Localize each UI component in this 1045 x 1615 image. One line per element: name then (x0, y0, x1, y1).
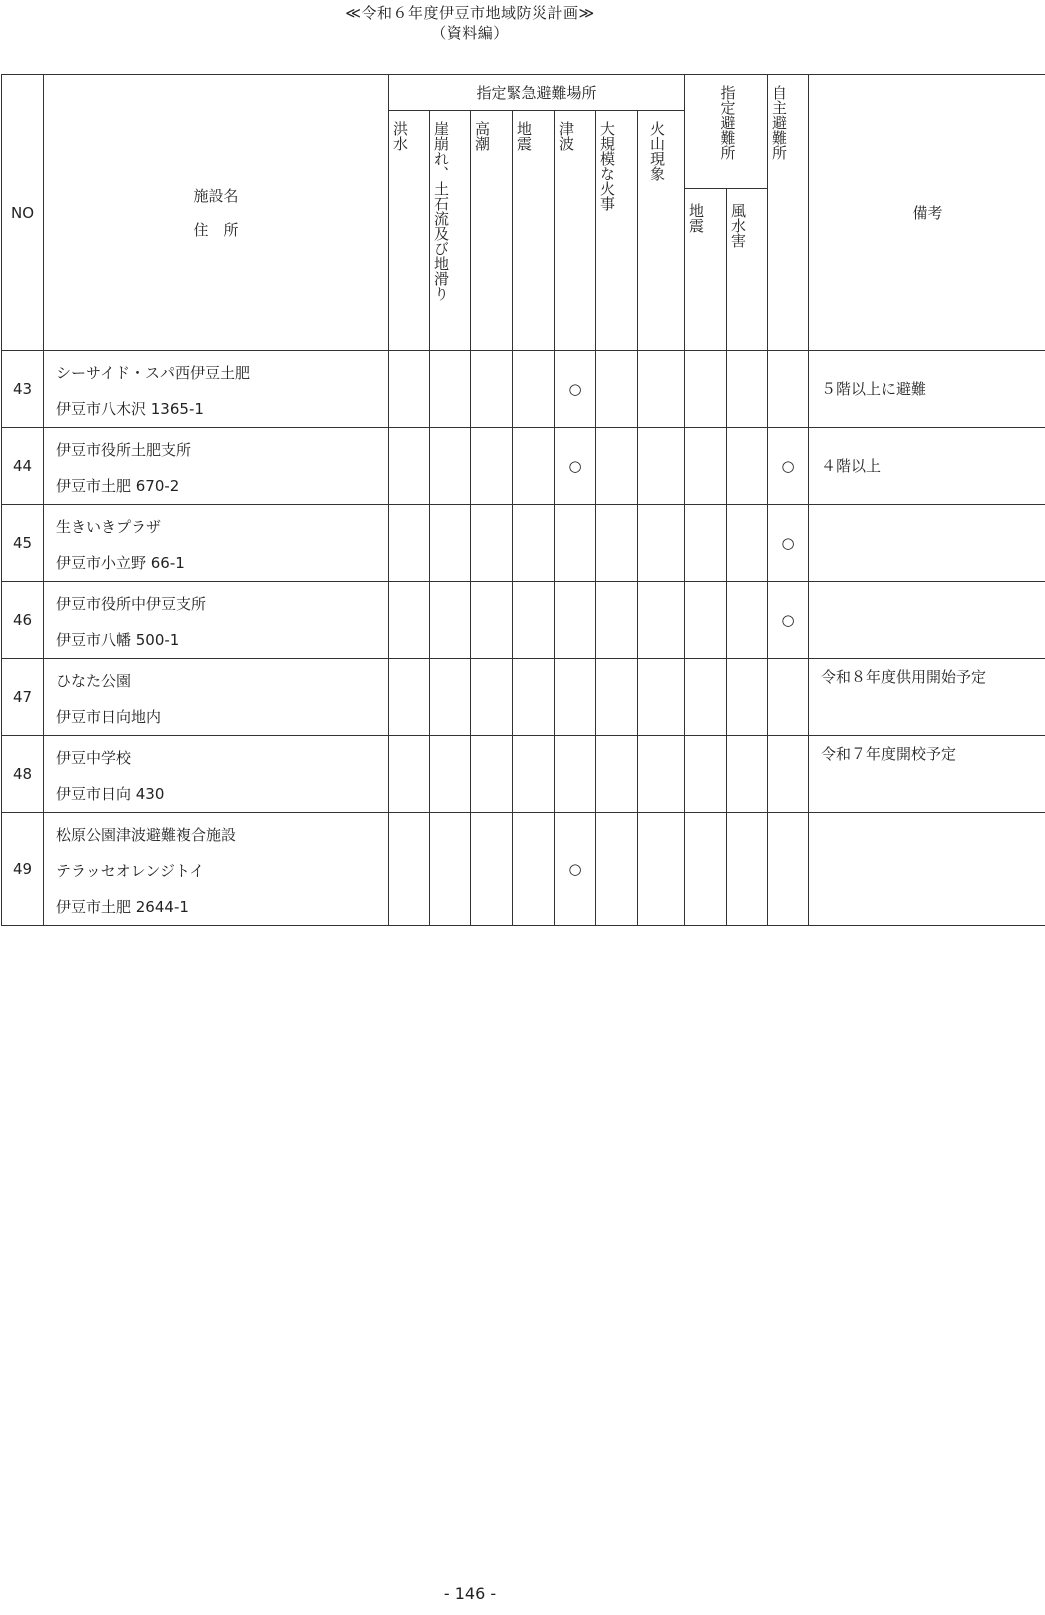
row-mark-cell (389, 505, 430, 582)
row-facility-name: テラッセオレンジトイ (56, 862, 205, 880)
row-mark-cell (638, 582, 685, 659)
circle-mark-icon: ○ (781, 534, 795, 552)
row-facility (44, 351, 389, 428)
page-number: - 146 - (443, 1584, 497, 1603)
row-mark-cell (768, 428, 809, 505)
header-remarks: 備考 (809, 75, 1045, 351)
row-mark-cell (555, 582, 596, 659)
row-no: 43 (2, 351, 44, 428)
row-facility-name: 生きいきプラザ (56, 518, 162, 536)
row-remarks: ４階以上 (809, 428, 1045, 505)
row-address: 伊豆市小立野 66-1 (56, 554, 185, 572)
row-mark-cell (471, 582, 513, 659)
row-remarks: ５階以上に避難 (809, 351, 1045, 428)
row-mark-cell (727, 582, 768, 659)
row-mark-cell (596, 659, 638, 736)
header-designated-0: 地震 (685, 189, 727, 351)
row-facility (44, 428, 389, 505)
header-no: NO (2, 75, 44, 351)
row-address: 伊豆市八幡 500-1 (56, 631, 180, 649)
row-address: 伊豆市土肥 670-2 (56, 477, 180, 495)
row-mark-cell (513, 505, 555, 582)
row-facility-name: 伊豆市役所土肥支所 (56, 441, 192, 459)
row-mark-cell (430, 813, 471, 926)
row-facility (44, 813, 389, 926)
document-title: ≪令和６年度伊豆市地域防災計画≫ (345, 4, 595, 22)
header-emergency-2: 高潮 (471, 111, 513, 351)
row-facility-name: 松原公園津波避難複合施設 (56, 826, 237, 844)
row-facility (44, 505, 389, 582)
row-address: 伊豆市日向 430 (56, 785, 165, 803)
row-mark-cell (596, 351, 638, 428)
row-mark-cell (685, 351, 727, 428)
row-remarks (809, 813, 1045, 926)
header-emergency-3: 地震 (513, 111, 555, 351)
row-facility-name: シーサイド・スパ西伊豆土肥 (56, 364, 250, 382)
row-mark-cell (430, 736, 471, 813)
row-mark-cell (555, 813, 596, 926)
header-emergency-group: 指定緊急避難場所 (389, 75, 685, 111)
row-address: 伊豆市土肥 2644-1 (56, 898, 189, 916)
row-mark-cell (471, 736, 513, 813)
row-facility-name: ひなた公園 (56, 672, 132, 690)
row-mark-cell (513, 736, 555, 813)
table-row (2, 428, 1045, 505)
row-facility-name: 伊豆中学校 (56, 749, 132, 767)
circle-mark-icon: ○ (781, 611, 795, 629)
row-mark-cell (596, 813, 638, 926)
row-no: 46 (2, 582, 44, 659)
header-emergency-5: 大規模な火事 (596, 111, 638, 351)
row-mark-cell (389, 659, 430, 736)
row-mark-cell (389, 736, 430, 813)
row-mark-cell (555, 428, 596, 505)
row-mark-cell (513, 351, 555, 428)
row-mark-cell (638, 736, 685, 813)
evacuation-sites-table (1, 74, 1045, 926)
row-mark-cell (596, 428, 638, 505)
row-mark-cell (389, 351, 430, 428)
row-mark-cell (685, 813, 727, 926)
row-mark-cell (555, 736, 596, 813)
header-designated-group-label: 指定避難所 (718, 85, 737, 160)
header-voluntary (768, 75, 809, 351)
row-mark-cell (596, 582, 638, 659)
circle-mark-icon: ○ (568, 457, 582, 475)
row-mark-cell (513, 813, 555, 926)
row-mark-cell (430, 582, 471, 659)
header-designated-1: 風水害 (727, 189, 768, 351)
row-mark-cell (596, 505, 638, 582)
row-mark-cell (555, 505, 596, 582)
row-mark-cell (430, 351, 471, 428)
table-row (2, 582, 1045, 659)
row-mark-cell (638, 505, 685, 582)
row-mark-cell (768, 813, 809, 926)
row-mark-cell (727, 351, 768, 428)
row-facility (44, 736, 389, 813)
row-mark-cell (513, 659, 555, 736)
header-emergency-1: 崖崩れ、土石流及び地滑り (430, 111, 471, 351)
row-mark-cell (727, 659, 768, 736)
row-facility (44, 659, 389, 736)
row-mark-cell (638, 813, 685, 926)
header-address: 住 所 (193, 220, 239, 239)
header-designated-group (685, 75, 768, 189)
header-facility (44, 75, 389, 351)
row-remarks (809, 505, 1045, 582)
row-mark-cell (471, 659, 513, 736)
row-mark-cell (513, 428, 555, 505)
row-mark-cell (638, 351, 685, 428)
circle-mark-icon: ○ (568, 860, 582, 878)
row-mark-cell (430, 505, 471, 582)
row-mark-cell (727, 428, 768, 505)
row-mark-cell (389, 582, 430, 659)
table-row (2, 505, 1045, 582)
row-remarks: 令和７年度開校予定 (809, 736, 1045, 813)
row-mark-cell (555, 351, 596, 428)
row-mark-cell (685, 582, 727, 659)
header-emergency-0: 洪水 (389, 111, 430, 351)
table-row (2, 813, 1045, 926)
row-mark-cell (596, 736, 638, 813)
row-mark-cell (768, 505, 809, 582)
header-voluntary-label: 自主避難所 (770, 85, 789, 160)
row-no: 45 (2, 505, 44, 582)
table-row (2, 351, 1045, 428)
row-mark-cell (768, 659, 809, 736)
header-facility-name: 施設名 (193, 186, 239, 205)
row-mark-cell (685, 505, 727, 582)
header-emergency-6: 火山現象 (638, 111, 685, 351)
row-no: 44 (2, 428, 44, 505)
row-mark-cell (768, 582, 809, 659)
row-mark-cell (727, 505, 768, 582)
circle-mark-icon: ○ (781, 457, 795, 475)
row-mark-cell (555, 659, 596, 736)
row-mark-cell (389, 428, 430, 505)
header-emergency-4: 津波 (555, 111, 596, 351)
row-mark-cell (471, 428, 513, 505)
row-no: 48 (2, 736, 44, 813)
document-subtitle: （資料編） (431, 24, 509, 42)
table-row (2, 736, 1045, 813)
row-remarks: 令和８年度供用開始予定 (809, 659, 1045, 736)
row-no: 47 (2, 659, 44, 736)
row-mark-cell (727, 736, 768, 813)
table-row (2, 659, 1045, 736)
row-no: 49 (2, 813, 44, 926)
row-address: 伊豆市八木沢 1365-1 (56, 400, 204, 418)
row-mark-cell (389, 813, 430, 926)
row-address: 伊豆市日向地内 (56, 708, 162, 726)
row-mark-cell (430, 659, 471, 736)
row-mark-cell (513, 582, 555, 659)
row-mark-cell (471, 351, 513, 428)
row-remarks (809, 582, 1045, 659)
row-mark-cell (471, 505, 513, 582)
row-facility (44, 582, 389, 659)
row-mark-cell (727, 813, 768, 926)
row-mark-cell (685, 659, 727, 736)
table-body (2, 351, 1045, 926)
row-mark-cell (768, 736, 809, 813)
row-mark-cell (638, 659, 685, 736)
circle-mark-icon: ○ (568, 380, 582, 398)
row-mark-cell (430, 428, 471, 505)
row-mark-cell (471, 813, 513, 926)
row-mark-cell (768, 351, 809, 428)
row-mark-cell (638, 428, 685, 505)
row-facility-name: 伊豆市役所中伊豆支所 (56, 595, 207, 613)
row-mark-cell (685, 428, 727, 505)
row-mark-cell (685, 736, 727, 813)
